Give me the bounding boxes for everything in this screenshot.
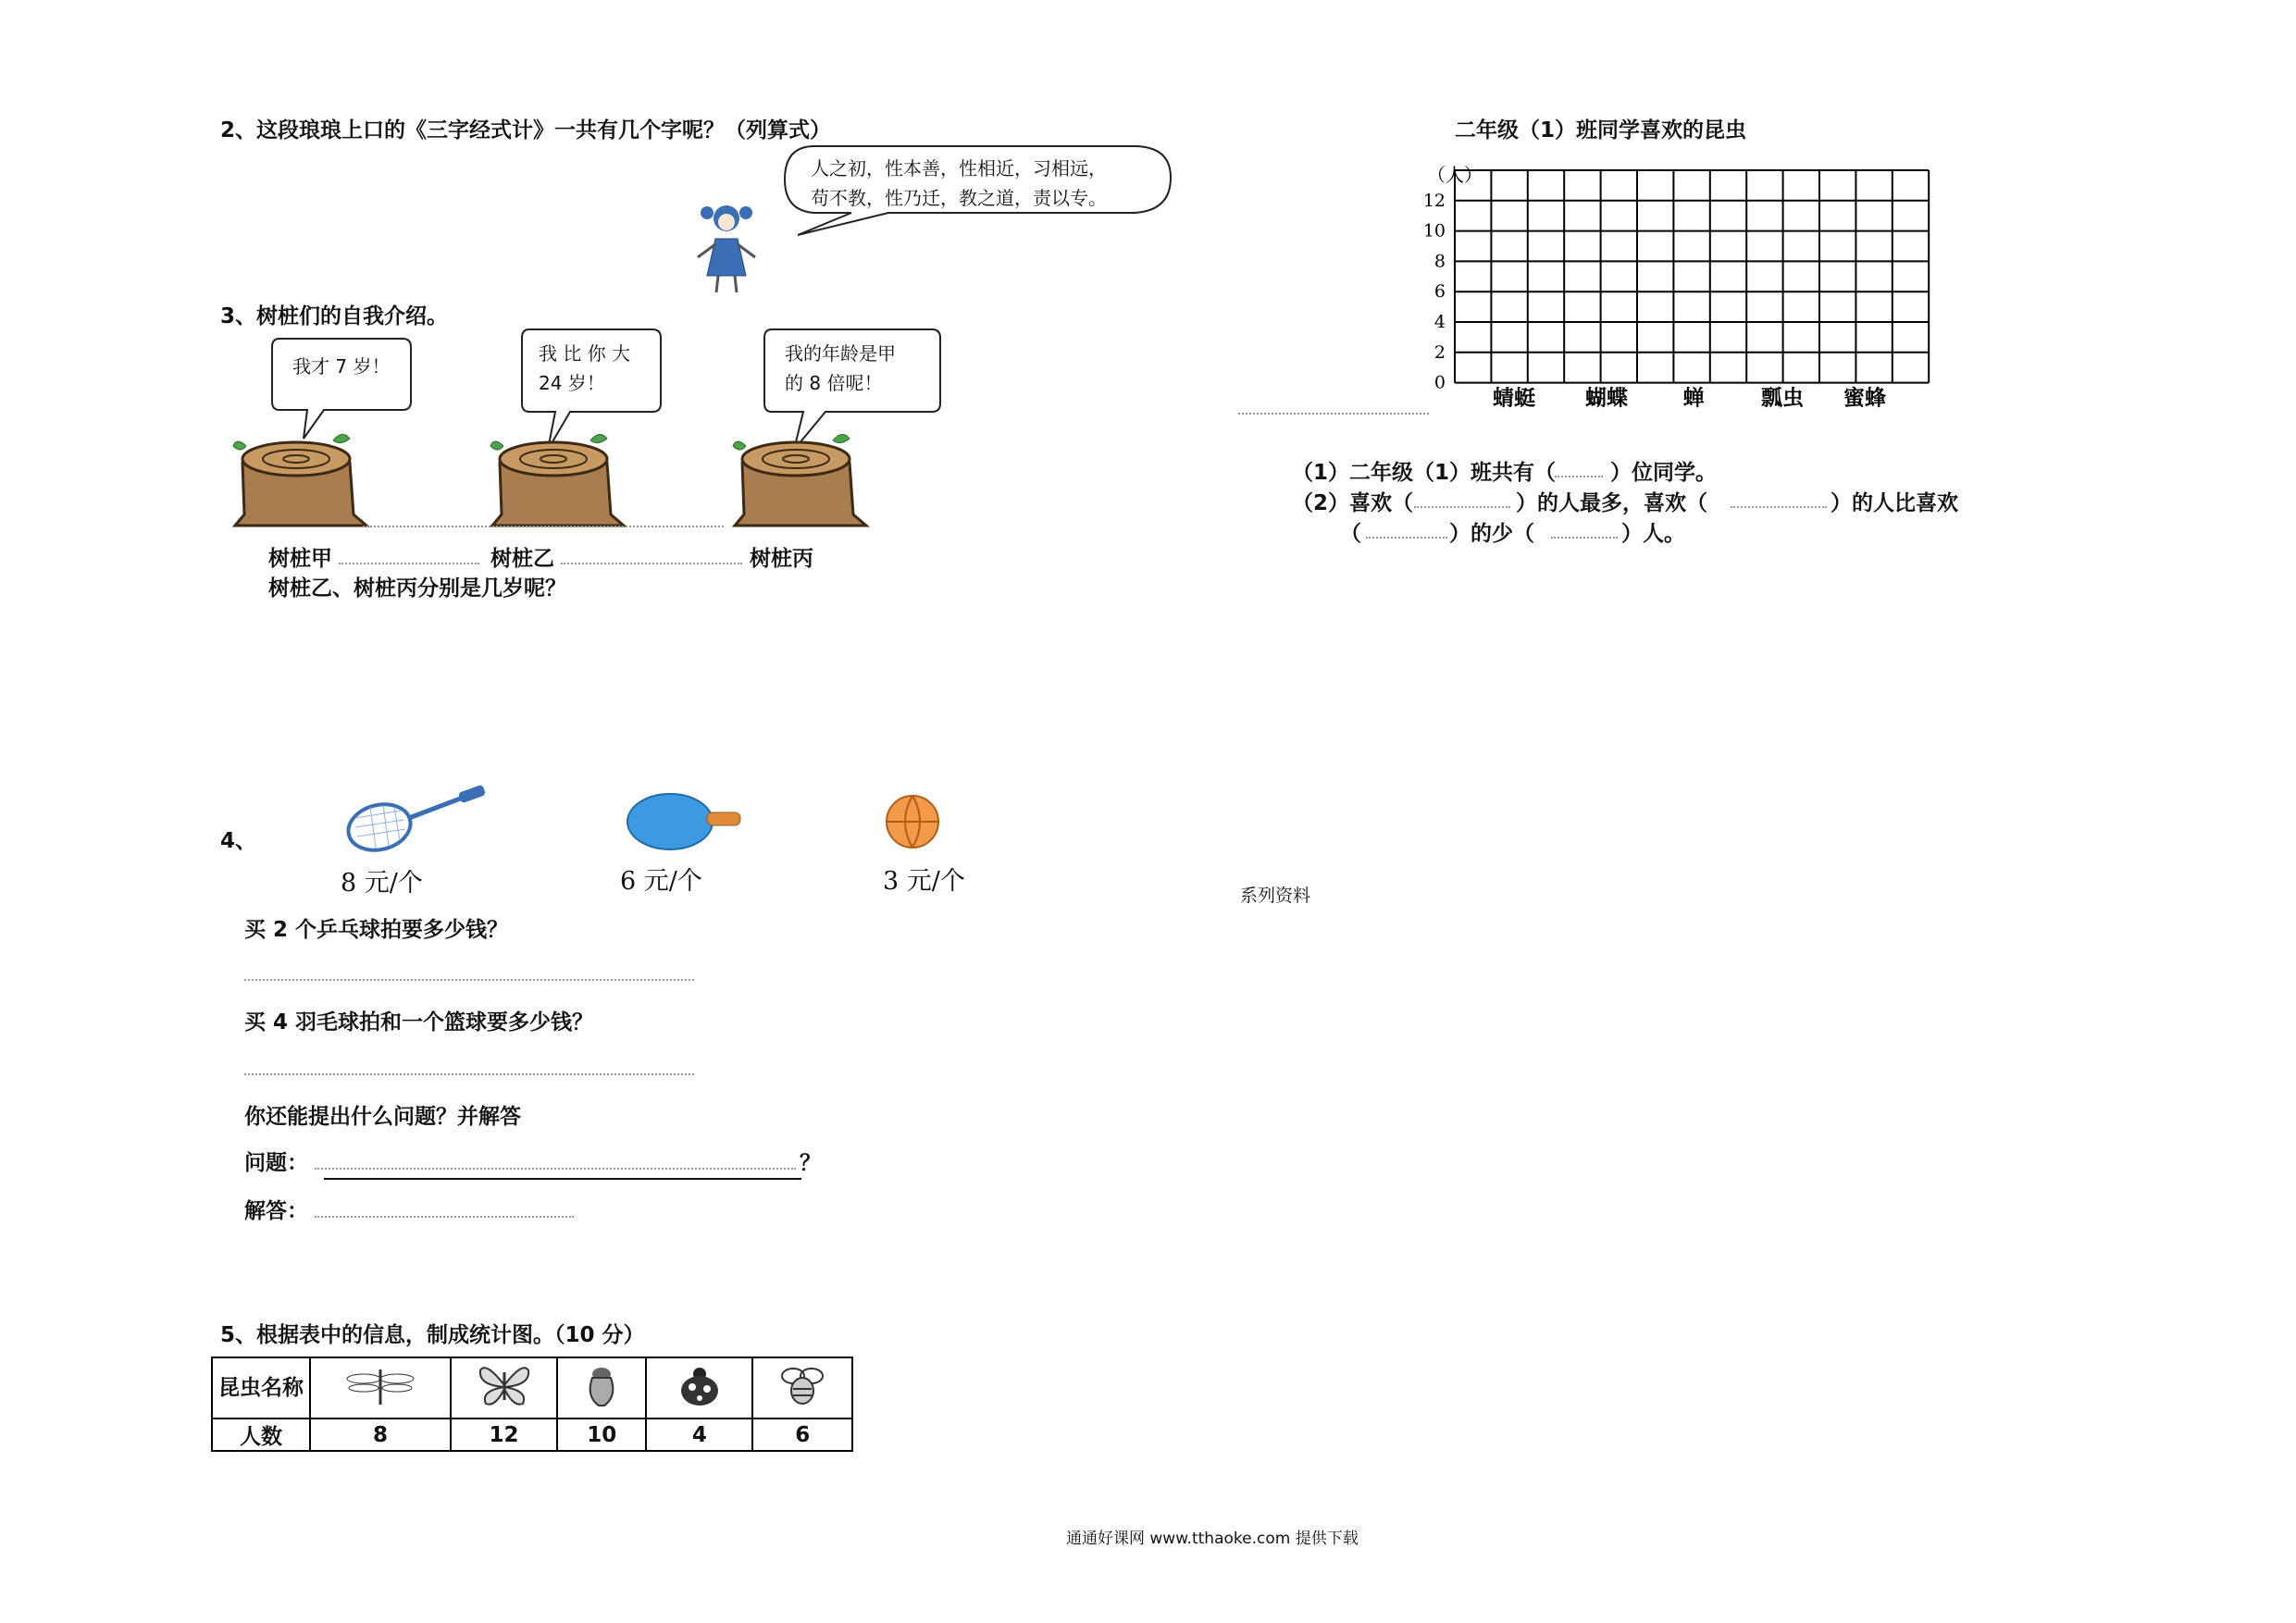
footer-credit: 通通好课网 www.tthaoke.com 提供下载 [1066,1530,1359,1548]
price-badminton: 8 元/个 [341,869,423,898]
stump-c-label: 树桩丙 [750,547,813,571]
q4-sub2: 买 4 羽毛球拍和一个篮球要多少钱？ [244,1010,594,1035]
x-category-label: 蜻蜓 [1493,386,1535,411]
x-category-label: 蝴蝶 [1585,386,1628,411]
table-header-count: 人数 [212,1419,310,1451]
stump-ground-line [363,526,724,527]
price-ball: 3 元/个 [883,867,965,896]
insect-bar-chart[interactable] [1360,157,1886,426]
y-tick-label: 8 [1433,251,1446,272]
table-cell-butterfly [451,1357,557,1419]
cicada-icon [578,1361,625,1409]
bubble-q2-line1: 人之初，性本善，性相近，习相远， [811,157,1107,180]
tree-stump-b-icon [489,426,627,529]
right-q2-f: ）人。 [1621,522,1685,546]
right-q1-b: ）位同学。 [1610,461,1717,485]
q3-question: 树桩乙、树桩丙分别是几岁呢？ [268,576,566,601]
answer-line-a[interactable] [339,563,479,564]
bubble-b-line2: 24 岁！ [539,372,605,394]
bubble-a-text: 我才 7 岁！ [292,355,391,378]
table-count-bee: 6 [752,1419,852,1451]
insect-table [211,1357,853,1452]
answer-input-line[interactable] [315,1216,574,1218]
answer-label: 解答： [244,1199,308,1223]
q3-title: 3、树桩们的自我介绍。 [220,304,449,328]
bubble-c-line2: 的 8 倍呢！ [785,372,883,394]
answer-line-sub1[interactable] [244,979,694,981]
table-count-cicada: 10 [557,1419,646,1451]
table-cell-dragonfly [310,1357,451,1419]
x-category-label: 瓢虫 [1761,386,1804,411]
question-input-line[interactable] [315,1168,796,1170]
stump-b-label: 树桩乙 [490,547,554,571]
q4-label: 4、 [220,829,257,853]
pingpong-paddle-icon [626,788,742,853]
tree-stump-a-icon [231,426,370,529]
table-count-ladybug: 4 [646,1419,752,1451]
x-category-label: 蝉 [1682,386,1705,411]
right-q1-blank[interactable] [1555,476,1603,477]
right-q2-blank3[interactable] [1366,537,1447,539]
bubble-b-line1: 我 比 你 大 [539,342,631,365]
ball-icon [883,792,942,851]
y-tick-label: 0 [1433,372,1446,393]
table-count-dragonfly: 8 [310,1419,451,1451]
x-category-label: 蜜蜂 [1843,386,1886,411]
right-q2-c: ）的人比喜欢 [1831,491,1958,515]
right-q1-a: （1）二年级（1）班共有（ [1292,461,1557,485]
price-pingpong: 6 元/个 [620,867,702,896]
q2-title: 2、这段琅琅上口的《三字经式计》一共有几个字呢？（列算式） [220,118,832,142]
butterfly-icon [477,1361,532,1409]
ladybug-icon [672,1361,727,1409]
right-q2-d: （ [1340,522,1361,546]
right-q2-b: ）的人最多，喜欢（ [1516,491,1707,515]
girl-icon [685,196,768,298]
right-q2-a: （2）喜欢（ [1292,491,1414,515]
question-label: 问题： [244,1151,308,1175]
question-underline [324,1178,801,1180]
y-tick-label: 6 [1433,281,1446,303]
bubble-q2-line2: 苟不教，性乃迁，教之道，责以专。 [811,187,1107,209]
dragonfly-icon [343,1362,417,1408]
table-header-insect: 昆虫名称 [212,1357,310,1419]
right-q2-blank2[interactable] [1731,506,1827,508]
q4-sub3: 你还能提出什么问题？并解答 [244,1105,521,1129]
y-tick-label: 2 [1433,341,1446,363]
series-note: 系列资料 [1240,886,1311,906]
y-tick-label: 12 [1422,190,1446,211]
answer-line-b[interactable] [561,563,742,564]
badminton-racket-icon [342,783,490,857]
answer-line-sub2[interactable] [244,1073,694,1075]
table-count-butterfly: 12 [451,1419,557,1451]
stump-a-label: 树桩甲 [268,547,332,571]
chart-baseline-dots [1238,413,1429,415]
bee-icon [776,1361,828,1409]
right-q2-blank4[interactable] [1551,537,1618,539]
table-cell-cicada [557,1357,646,1419]
table-cell-ladybug [646,1357,752,1419]
y-axis-label: （人） [1427,164,1483,186]
y-tick-label: 4 [1433,312,1446,332]
q4-sub1: 买 2 个乒乓球拍要多少钱？ [244,918,509,942]
chart-title: 二年级（1）班同学喜欢的昆虫 [1455,118,1747,142]
bubble-c-line1: 我的年龄是甲 [785,342,896,365]
tree-stump-c-icon [731,426,870,529]
right-q2-blank1[interactable] [1414,506,1510,508]
table-cell-bee [752,1357,852,1419]
right-q2-e: ）的少（ [1449,522,1534,546]
q5-title: 5、根据表中的信息，制成统计图。（10 分） [220,1323,645,1347]
y-tick-label: 10 [1422,220,1446,242]
question-end-mark: ？ [800,1151,821,1175]
